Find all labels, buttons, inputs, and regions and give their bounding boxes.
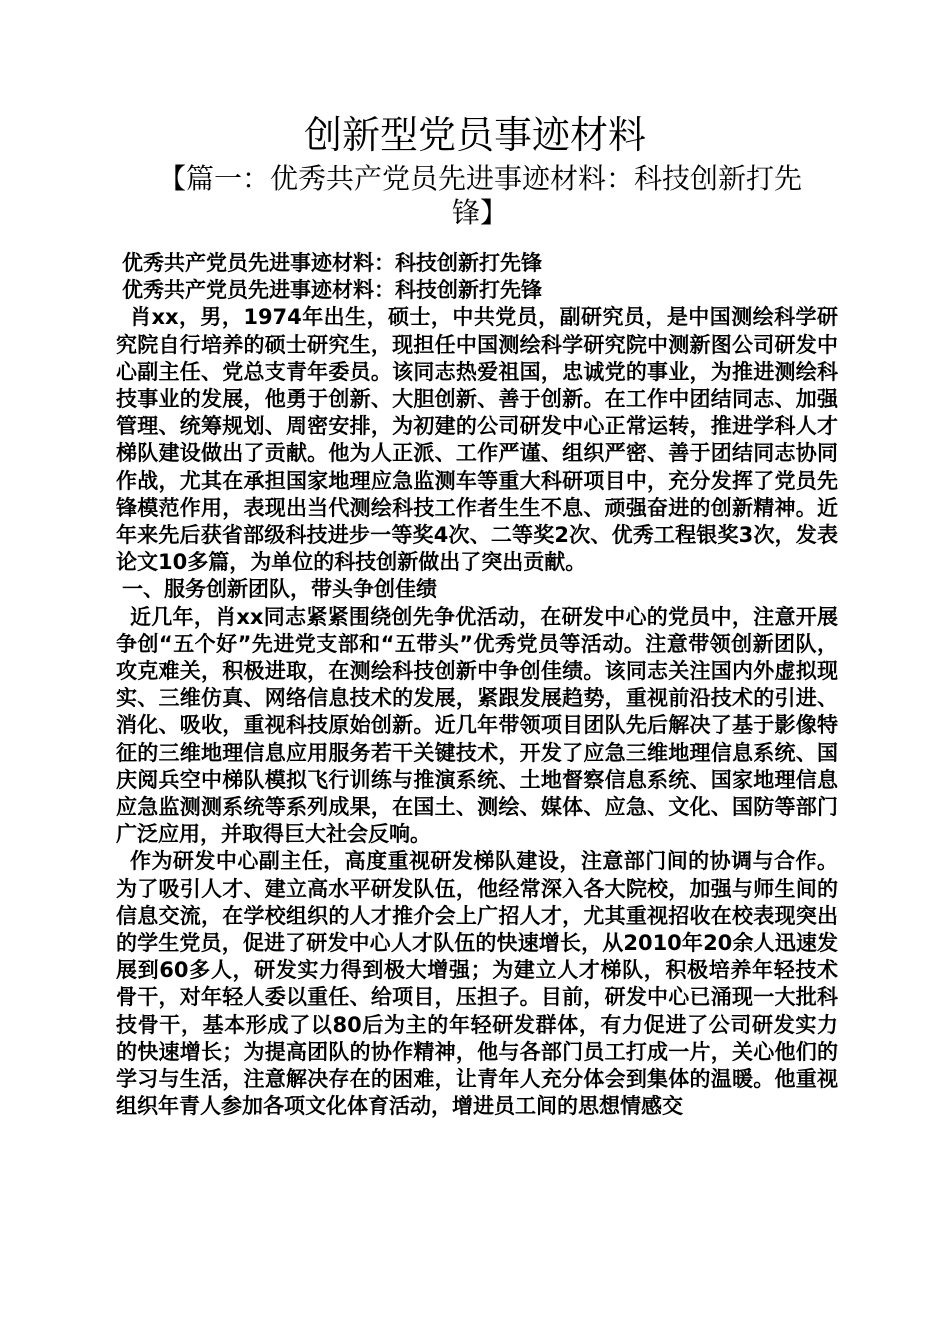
- section-heading: 一、服务创新团队，带头争创佳绩: [122, 577, 437, 602]
- paragraph-intro: 肖xx，男，1974年出生，硕士，中共党员，副研究员，是中国测绘科学研究院自行培养的硕士研究生，现担任中国测绘科学研究院中测新图公司研发中心副主任、党总支青年委员。该同志热爱祖国，忠诚党的事业，为推进测绘科技事业的发展，他勇于创新、大胆创新、善于创新。在工作中团结同志、加强管理、统筹规划、周密安排，为初建的公司研发中心正常运转，推进学科人才梯队建设做出了贡献。他为人正派、工作严谨、组织严密、善于团结同志协同作战，尤其在承担国家地理应急监测车等重大科研项目中，充分发挥了党员先锋模范作用，表现出当代测绘科技工作者生生不息、顽强奋进的创新精神。近年来先后获省部级科技进步一等奖4次、二等奖2次、优秀工程银奖3次，发表论文10多篇，为单位的科技创新做出了突出贡献。: [116, 305, 838, 575]
- document-title: 创新型党员事迹材料: [303, 113, 646, 157]
- paragraph-section-2: 作为研发中心副主任，高度重视研发梯队建设，注意部门间的协调与合作。为了吸引人才、建立高水平研发队伍，他经常深入各大院校，加强与师生间的信息交流，在学校组织的人才推介会上广招人才，尤其重视招收在校表现突出的学生党员，促进了研发中心人才队伍的快速增长，从2010年20余人迅速发展到60多人，研发实力得到极大增强；为建立人才梯队，积极培养年轻技术骨干，对年轻人委以重任、给项目，压担子。目前，研发中心已涌现一大批科技骨干，基本形成了以80后为主的年轻研发群体，有力促进了公司研发实力的快速增长；为提高团队的协作精神，他与各部门员工打成一片，关心他们的学习与生活，注意解决存在的困难，让青年人充分体会到集体的温暖。他重视组织年青人参加各项文化体育活动，增进员工间的思想情感交: [116, 849, 838, 1119]
- document-subtitle: 【篇一：优秀共产党员先进事迹材料：科技创新打先锋】: [157, 162, 802, 229]
- paragraph-heading-1: 优秀共产党员先进事迹材料：科技创新打先锋: [122, 251, 542, 275]
- paragraph-heading-2: 优秀共产党员先进事迹材料：科技创新打先锋: [122, 278, 542, 303]
- paragraph-section-1: 近几年，肖xx同志紧紧围绕创先争优活动，在研发中心的党员中，注意开展争创“五个好”先进党支部和“五带头”优秀党员等活动。注意带领创新团队，攻克难关，积极进取，在测绘科技创新中争创佳绩。该同志关注国内外虚拟现实、三维仿真、网络信息技术的发展，紧跟发展趋势，重视前沿技术的引进、消化、吸收，重视科技原始创新。近几年带领项目团队先后解决了基于影像特征的三维地理信息应用服务若干关键技术，开发了应急三维地理信息系统、国庆阅兵空中梯队模拟飞行训练与推演系统、土地督察信息系统、国家地理信息应急监测测系统等系列成果，在国土、测绘、媒体、应急、文化、国防等部门广泛应用，并取得巨大社会反响。: [116, 604, 838, 847]
- document-body: [116, 250, 838, 1121]
